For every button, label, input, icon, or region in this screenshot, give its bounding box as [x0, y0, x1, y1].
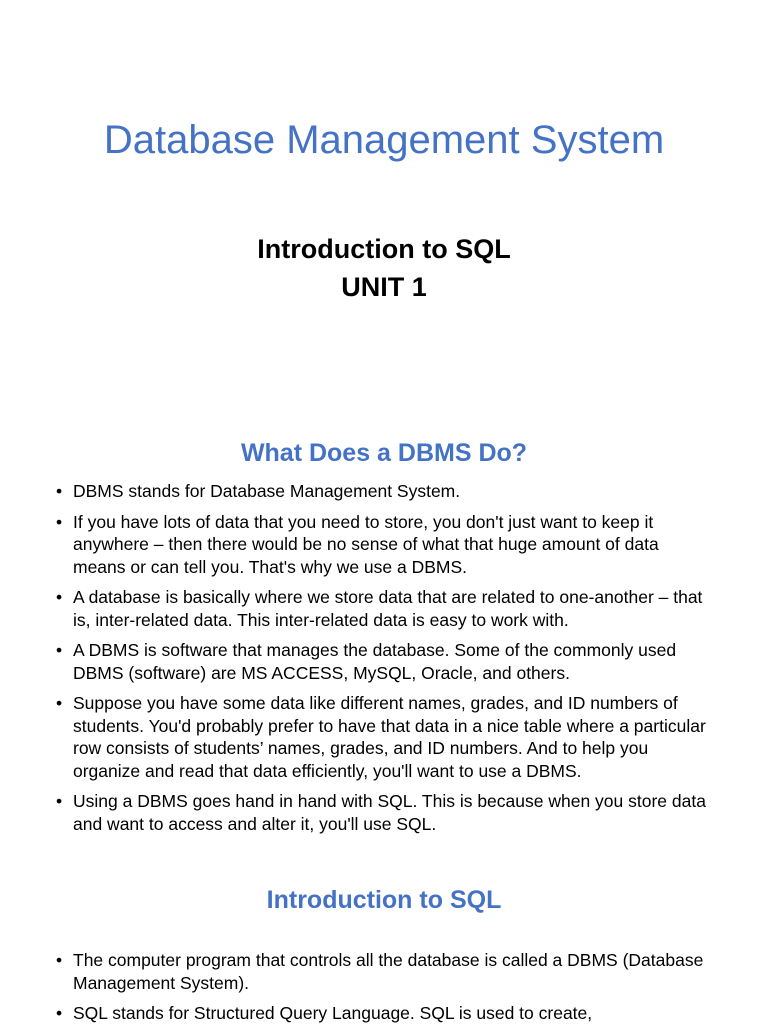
- list-item: • SQL stands for Structured Query Language. SQL is used to create,: [56, 1002, 716, 1025]
- list-item: • If you have lots of data that you need to store, you don't just want to keep it anywhere – then there would be no sense of what that huge amount of data means or can tell you. That's why we use a DBMS.: [56, 511, 716, 579]
- sql-bullet-list: [56, 949, 716, 1033]
- dbms-bullet-list: [56, 480, 716, 843]
- title-slide: [0, 0, 768, 400]
- list-item: • Using a DBMS goes hand in hand with SQL. This is because when you store data and want to access and alter it, you'll use SQL.: [56, 790, 716, 835]
- subtitle: [0, 230, 768, 306]
- list-item: • A database is basically where we store data that are related to one-another – that is, inter-related data. This inter-related data is easy to work with.: [56, 586, 716, 631]
- page-title: Database Management System: [103, 118, 665, 162]
- list-item: • The computer program that controls all the database is called a DBMS (Database Management System).: [56, 949, 716, 994]
- list-item: • DBMS stands for Database Management System.: [56, 480, 716, 503]
- list-item: • Suppose you have some data like different names, grades, and ID numbers of students. You'd probably prefer to have that data in a nice table where a particular row consists of students’ names, grades, and ID numbers. And to help you organize and read that data efficiently, you'll want to use a DBMS.: [56, 692, 716, 782]
- section-heading-sql: Introduction to SQL: [266, 886, 502, 914]
- subtitle-line-1: Introduction to SQL: [257, 234, 511, 264]
- section-heading-dbms: What Does a DBMS Do?: [240, 439, 528, 467]
- subtitle-line-2: UNIT 1: [341, 272, 427, 302]
- list-item: • A DBMS is software that manages the database. Some of the commonly used DBMS (software) are MS ACCESS, MySQL, Oracle, and others.: [56, 639, 716, 684]
